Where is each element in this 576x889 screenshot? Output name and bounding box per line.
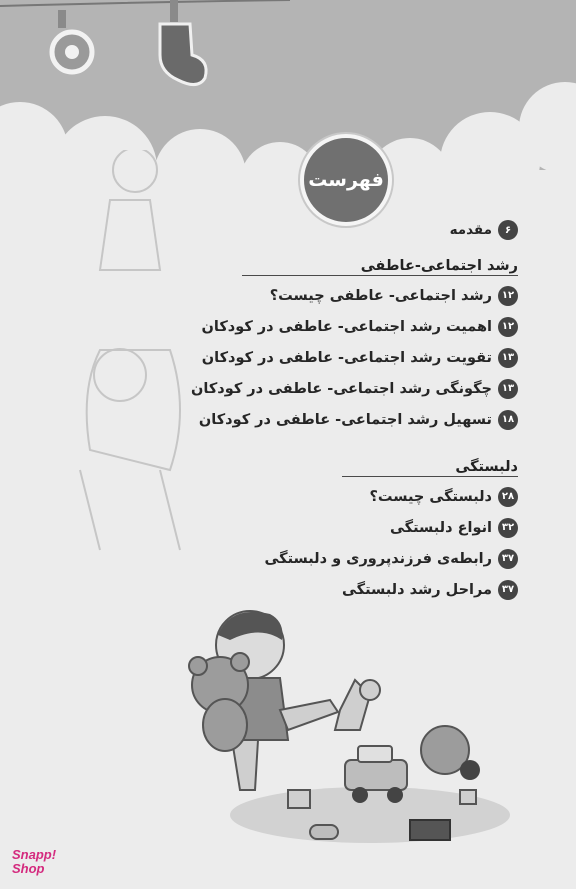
child-with-toys-illustration [170,600,510,850]
toc-entry-label: رابطه‌ی فرزندپروری و دلبستگی [264,550,492,567]
section-heading-attachment: دلبستگی [342,459,518,477]
toc-entry-label: تقویت رشد اجتماعی- عاطفی در کودکان [201,349,492,366]
page-number-badge: ۶ [498,220,518,240]
toc-entry[interactable] [98,280,518,311]
toc-entry[interactable] [98,404,518,435]
page-title: فهرست [308,169,384,191]
table-of-contents [98,218,518,605]
page-number-badge: ۱۲ [498,317,518,337]
page-number-badge: ۲۸ [498,487,518,507]
section-entries-social-emotional [98,280,518,435]
page-number-badge: ۳۲ [498,518,518,538]
toc-entry-label: انواع دلبستگی [389,519,492,536]
toc-entry[interactable] [98,342,518,373]
toc-entry-label: مراحل رشد دلبستگی [341,581,492,598]
toc-entry[interactable] [98,311,518,342]
pacifier-icon [52,10,92,72]
teddy-bear-icon [189,653,249,751]
toc-entry-label: مقدمه [449,222,492,238]
sock-icon [160,0,206,85]
toc-entry-label: دلبستگی چیست؟ [369,488,492,505]
toy-giraffe-icon [335,680,380,730]
section-entries-attachment [98,481,518,605]
toc-entry-label: تسهیل رشد اجتماعی- عاطفی در کودکان [198,411,492,428]
snapp-shop-logo: Snapp! Shop [12,847,57,876]
toc-entry-label: چگونگی رشد اجتماعی- عاطفی در کودکان [191,380,492,397]
toc-entry-label: رشد اجتماعی- عاطفی چیست؟ [269,287,492,304]
toc-entry[interactable] [98,512,518,543]
toc-entry[interactable] [98,481,518,512]
page-number-badge: ۱۳ [498,379,518,399]
toy-bear-icon [421,726,480,780]
page-number-badge: ۱۲ [498,286,518,306]
toc-entry-label: اهمیت رشد اجتماعی- عاطفی در کودکان [201,318,492,335]
toc-entry[interactable] [98,373,518,404]
page-number-badge: ۳۷ [498,580,518,600]
page-number-badge: ۱۳ [498,348,518,368]
toc-entry[interactable] [98,543,518,574]
section-heading-social-emotional: رشد اجتماعی-عاطفی [242,258,518,276]
toc-intro-entry[interactable] [98,218,518,242]
contents-title-badge [300,134,392,226]
page-number-badge: ۱۸ [498,410,518,430]
page-number-badge: ۳۷ [498,549,518,569]
